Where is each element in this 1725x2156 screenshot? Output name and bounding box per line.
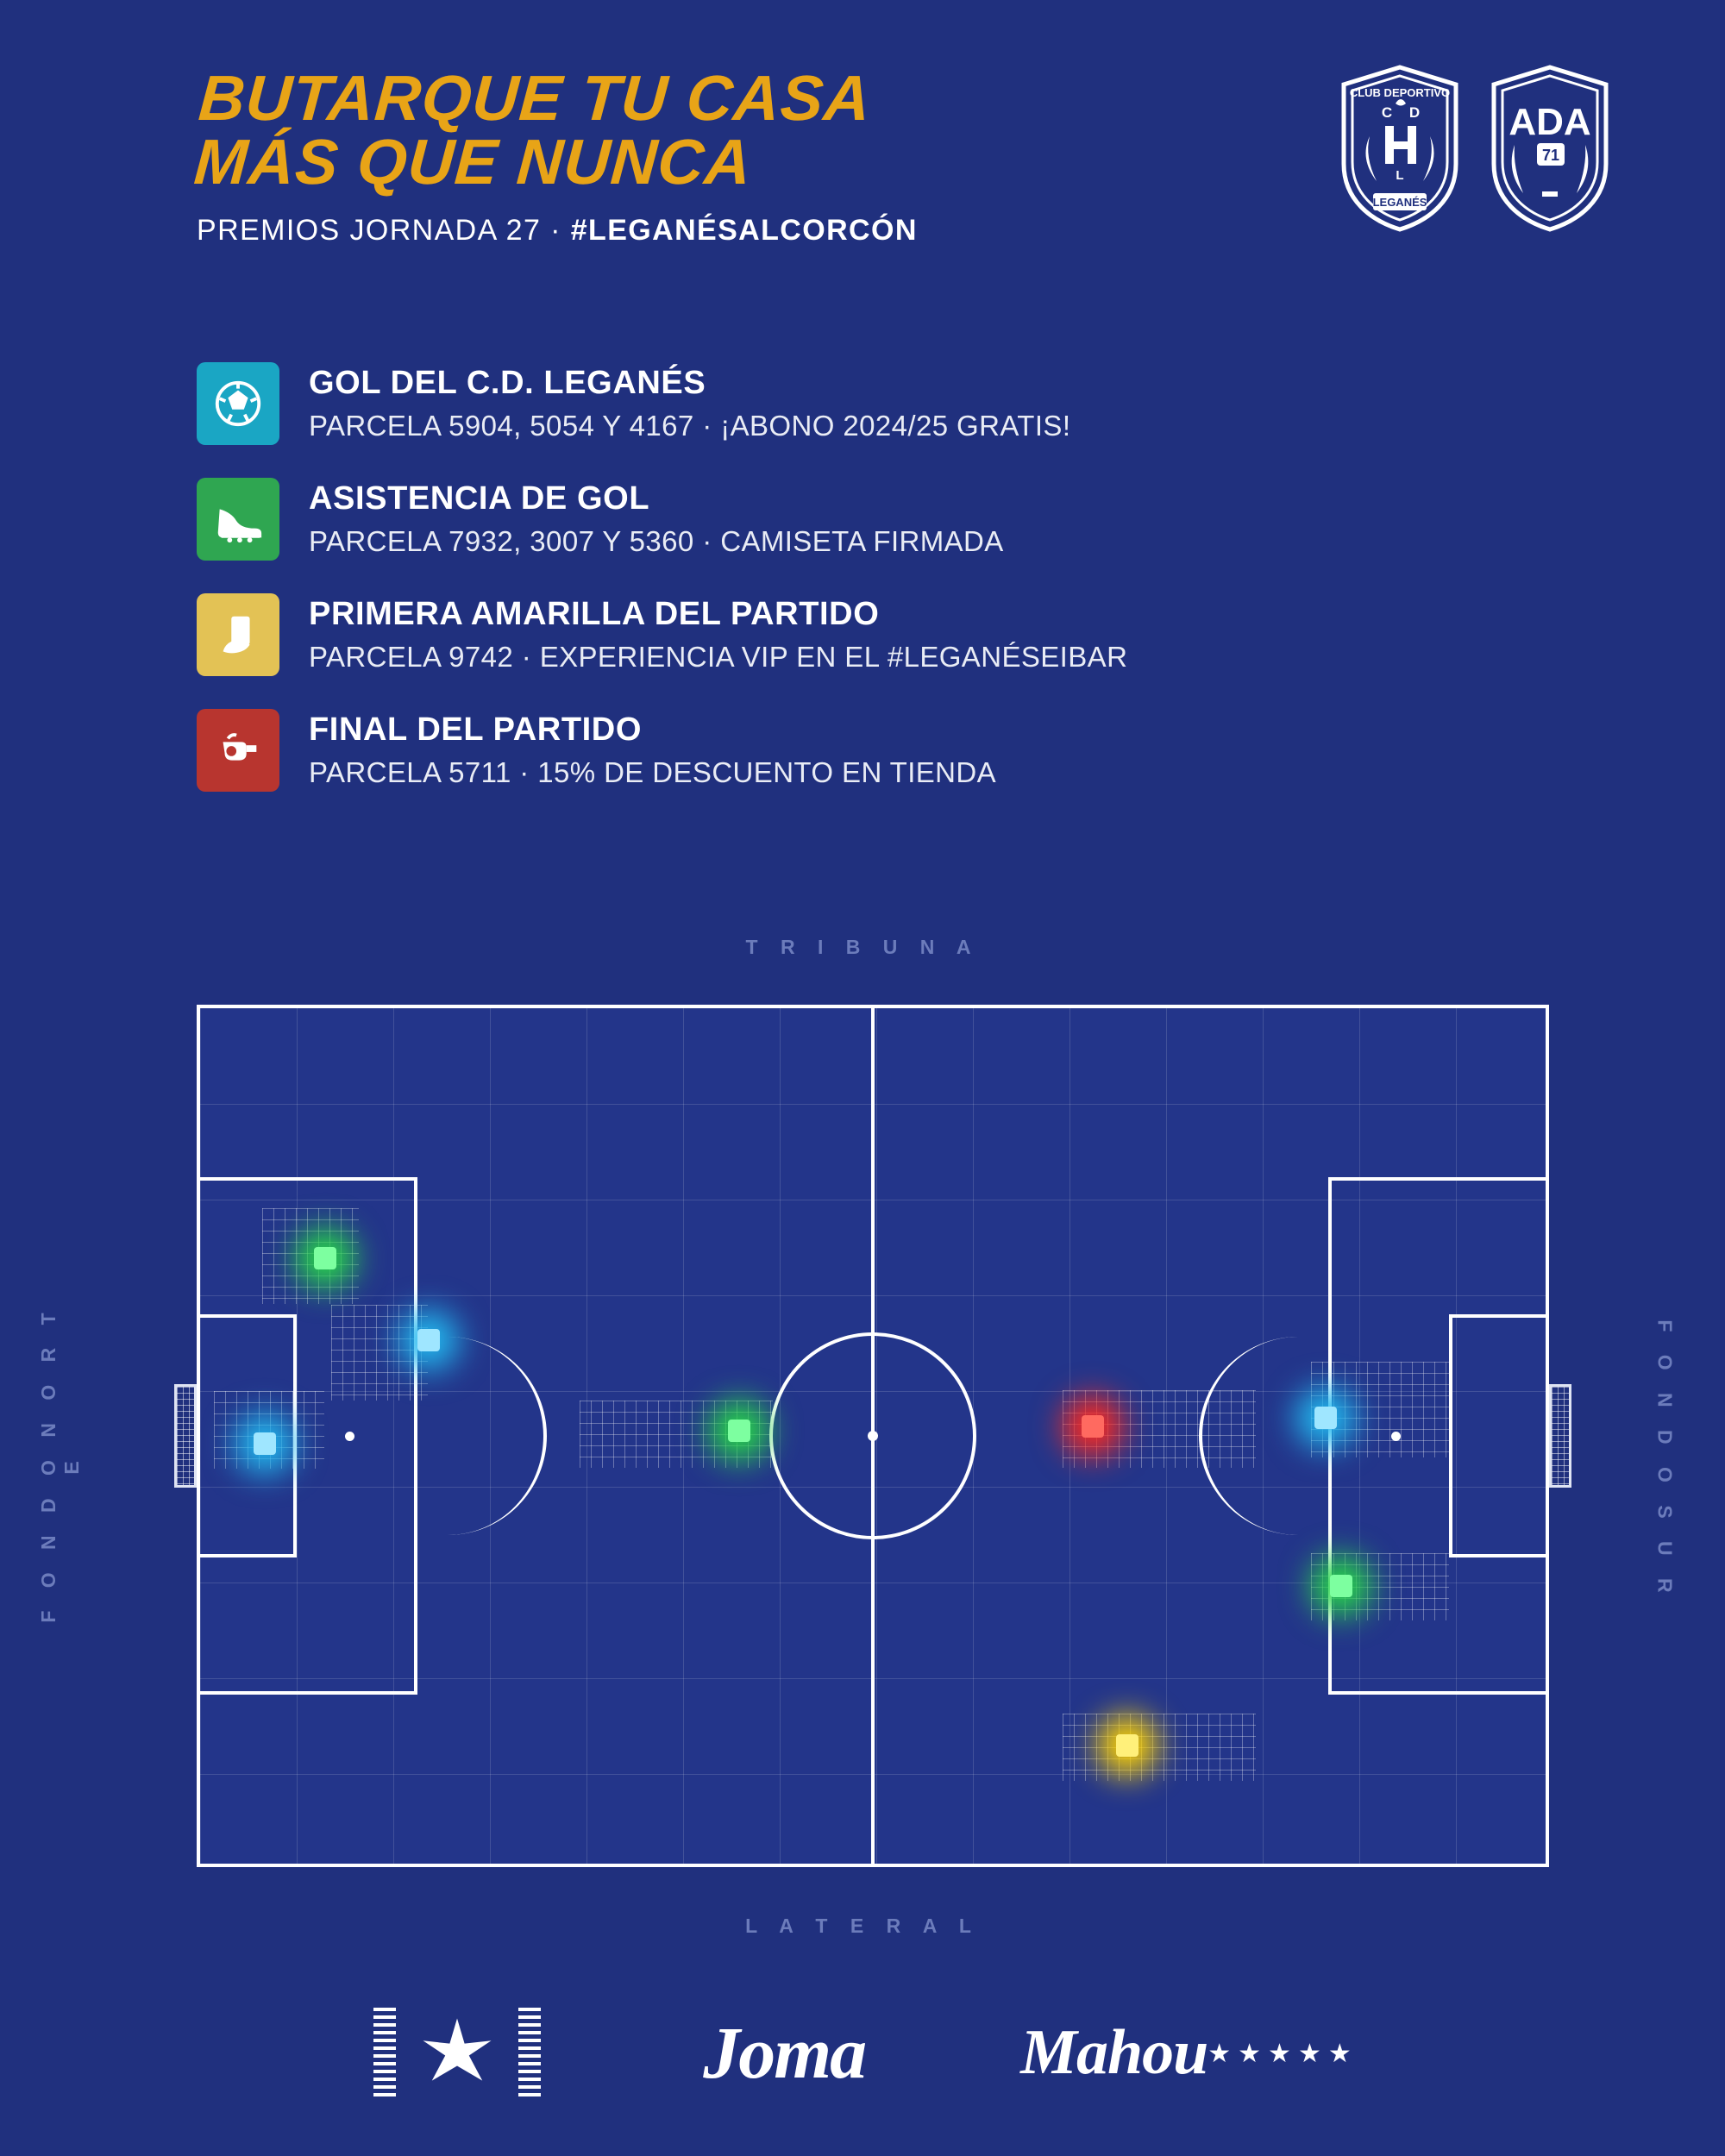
corner-arc-top-right — [1518, 1005, 1549, 1036]
parcel-marker-yellow-1[interactable] — [1063, 1714, 1256, 1781]
page-subtitle — [197, 214, 1490, 248]
pitch-diagram — [197, 1005, 1549, 1867]
mahou-wordmark: Mahou — [1020, 2016, 1208, 2088]
caixabank-logo — [367, 2001, 548, 2104]
prize-row — [197, 478, 1542, 561]
center-spot — [868, 1431, 878, 1441]
stand-label-tribuna: T R I B U N A — [745, 936, 980, 958]
corner-arc-bottom-right — [1518, 1836, 1549, 1867]
stand-label-lateral: L A T E R A L — [745, 1915, 980, 1937]
subtitle-hashtag: #LEGANÉSALCORCÓN — [570, 214, 918, 248]
goal-area-right — [1449, 1314, 1546, 1557]
caixabank-left-bar — [373, 2008, 396, 2097]
prize-subtitle: PARCELA 5904, 5054 Y 4167 · ¡ABONO 2024/25 GRATIS! — [309, 409, 1071, 442]
sponsor-bar — [0, 1975, 1725, 2130]
prize-subtitle: PARCELA 5711 · 15% DE DESCUENTO EN TIENDA — [309, 755, 997, 788]
goal-net-right — [1549, 1384, 1571, 1488]
prize-title: FINAL DEL PARTIDO — [309, 711, 642, 748]
prize-row — [197, 709, 1542, 792]
prize-row — [197, 362, 1542, 445]
prize-subtitle: PARCELA 9742 · EXPERIENCIA VIP EN EL #LEGANÉSEIBAR — [309, 640, 1128, 673]
pitch-surface[interactable] — [197, 1005, 1549, 1867]
svg-text:ADA: ADA — [1509, 101, 1591, 143]
svg-text:L: L — [1396, 168, 1404, 183]
joma-wordmark: Joma — [703, 2011, 866, 2094]
caixabank-star-icon — [420, 2015, 494, 2090]
prize-title: GOL DEL C.D. LEGANÉS — [309, 365, 706, 401]
glow-core-cyan-3 — [1314, 1407, 1337, 1429]
ad-alcorcon-crest — [1485, 62, 1615, 235]
svg-text:71: 71 — [1541, 147, 1560, 164]
svg-text:LEGANÉS: LEGANÉS — [1372, 196, 1427, 209]
prize-text — [309, 593, 1127, 674]
title-line-2: MÁS QUE NUNCA — [191, 126, 755, 198]
goal-net-left — [174, 1384, 197, 1488]
yellow-card-icon — [197, 593, 279, 676]
glow-core-green-2 — [728, 1420, 750, 1442]
football-ball-icon — [197, 362, 279, 445]
cd-leganes-crest — [1335, 62, 1465, 235]
glow-core-red-1 — [1082, 1415, 1104, 1438]
penalty-spot-right — [1391, 1432, 1401, 1441]
prize-list — [197, 362, 1542, 824]
svg-text:C: C — [1381, 104, 1393, 121]
corner-arc-top-left — [197, 1005, 228, 1036]
glow-core-cyan-2 — [254, 1432, 276, 1455]
prize-row — [197, 593, 1542, 676]
prize-text — [309, 709, 996, 789]
glow-core-green-3 — [1330, 1575, 1352, 1597]
prize-text — [309, 478, 1004, 558]
page-title — [191, 62, 1495, 198]
penalty-spot-left — [345, 1432, 354, 1441]
corner-arc-bottom-left — [197, 1836, 228, 1867]
poster-header — [191, 62, 1490, 248]
joma-logo — [703, 2009, 865, 2096]
mahou-stars: ★★★★★ — [1208, 2039, 1358, 2068]
prize-text — [309, 362, 1070, 442]
svg-text:CLUB DEPORTIVO: CLUB DEPORTIVO — [1349, 86, 1451, 99]
football-boot-icon — [197, 478, 279, 561]
mahou-logo — [1020, 2016, 1358, 2090]
stand-label-fondo-sur: F O N D O S U R — [1653, 1319, 1677, 1601]
prize-subtitle: PARCELA 7932, 3007 Y 5360 · CAMISETA FIRMADA — [309, 524, 1004, 557]
svg-text:D: D — [1408, 104, 1421, 121]
whistle-icon — [197, 709, 279, 792]
glow-core-yellow-1 — [1116, 1734, 1138, 1757]
stand-label-fondo-norte: F O N D O N O R T E — [37, 1304, 83, 1623]
subtitle-prefix: PREMIOS JORNADA 27 · — [197, 214, 571, 248]
glow-core-green-1 — [314, 1247, 336, 1269]
prize-title: PRIMERA AMARILLA DEL PARTIDO — [309, 596, 880, 632]
caixabank-right-bar — [518, 2008, 541, 2097]
crest-group — [1335, 62, 1615, 235]
glow-core-cyan-1 — [417, 1329, 440, 1351]
prize-title: ASISTENCIA DE GOL — [309, 480, 650, 517]
title-line-1: BUTARQUE TU CASA — [196, 62, 874, 134]
